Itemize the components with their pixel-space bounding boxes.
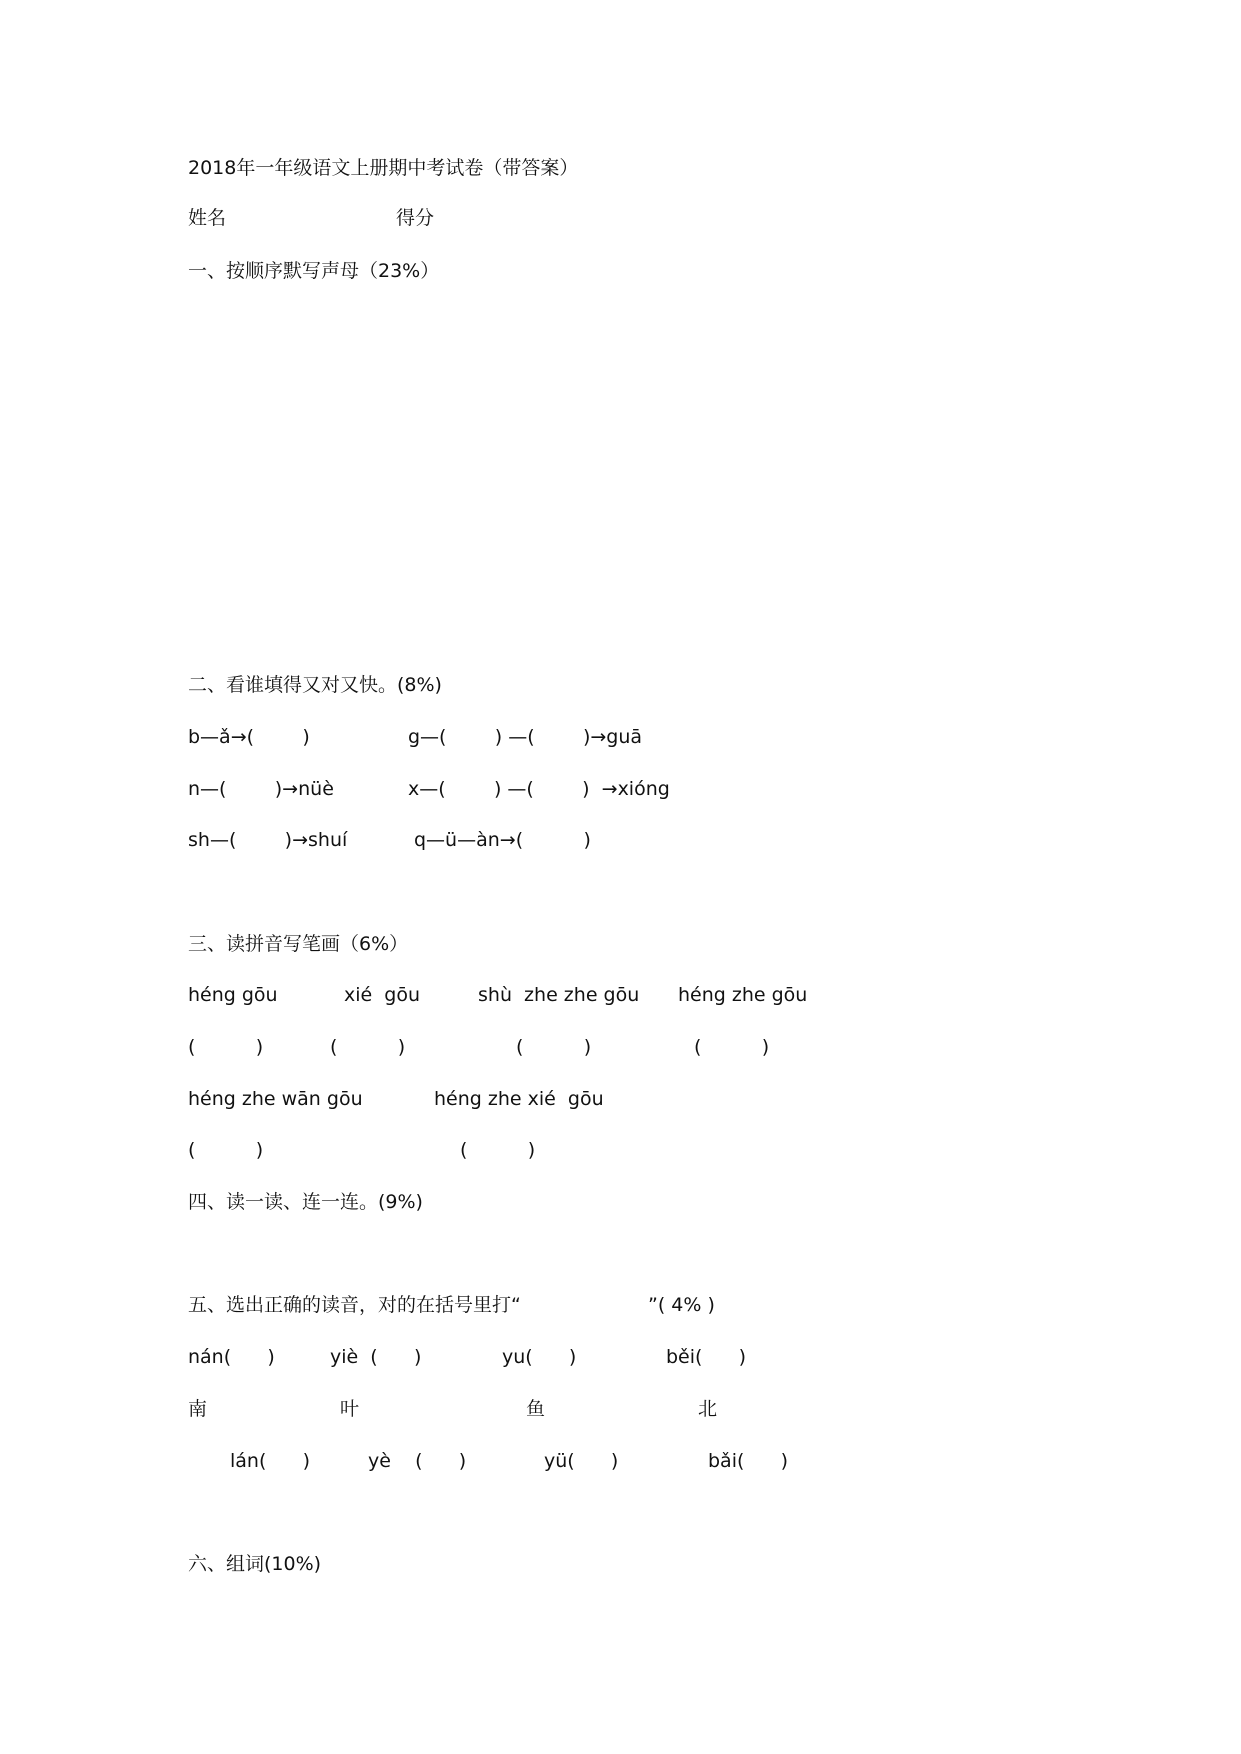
section-6-heading: 六、组词(10%) — [188, 1553, 322, 1575]
s2-row2-left: n—( )→nüè — [188, 778, 334, 800]
section-5-heading-end: ”( 4% ) — [648, 1294, 715, 1316]
s5-reading-option: nán( ) — [188, 1346, 275, 1368]
score-label: 得分 — [396, 207, 435, 229]
s3-answer-paren: ( ) — [516, 1036, 592, 1058]
s5-character: 叶 — [340, 1398, 360, 1420]
section-2-heading: 二、看谁填得又对又快。(8%) — [188, 674, 442, 696]
s2-row1-left: b—ǎ→( ) — [188, 726, 310, 748]
exam-title: 2018年一年级语文上册期中考试卷（带答案） — [188, 157, 579, 179]
s3-answer-paren: ( ) — [460, 1139, 536, 1161]
s2-row2-right: x—( ) —( ) →xióng — [408, 778, 670, 800]
section-4-heading: 四、读一读、连一连。(9%) — [188, 1191, 423, 1213]
s3-pinyin: héng gōu — [188, 984, 278, 1006]
s3-answer-paren: ( ) — [188, 1036, 264, 1058]
s3-pinyin: héng zhe gōu — [678, 984, 808, 1006]
s5-character: 北 — [698, 1398, 718, 1420]
section-3-heading: 三、读拼音写笔画（6%） — [188, 933, 409, 955]
name-label: 姓名 — [188, 207, 227, 229]
s3-pinyin: xié gōu — [344, 984, 421, 1006]
s2-row3-right: q—ü—àn→( ) — [414, 829, 591, 851]
s5-reading-option: yü( ) — [544, 1450, 619, 1472]
s3-pinyin: shù zhe zhe gōu — [478, 984, 640, 1006]
s3-pinyin: héng zhe xié gōu — [434, 1088, 604, 1110]
s3-answer-paren: ( ) — [694, 1036, 770, 1058]
s5-reading-option: yu( ) — [502, 1346, 577, 1368]
s5-character: 南 — [188, 1398, 208, 1420]
s5-character: 鱼 — [526, 1398, 546, 1420]
s5-reading-option: bǎi( ) — [708, 1450, 789, 1472]
s5-reading-option: yiè ( ) — [330, 1346, 422, 1368]
s2-row3-left: sh—( )→shuí — [188, 829, 348, 851]
s3-answer-paren: ( ) — [330, 1036, 406, 1058]
s5-reading-option: lán( ) — [230, 1450, 311, 1472]
s5-reading-option: běi( ) — [666, 1346, 747, 1368]
s5-reading-option: yè ( ) — [368, 1450, 467, 1472]
s3-pinyin: héng zhe wān gōu — [188, 1088, 363, 1110]
section-5-heading: 五、选出正确的读音，对的在括号里打“ — [188, 1294, 521, 1316]
s3-answer-paren: ( ) — [188, 1139, 264, 1161]
section-1-heading: 一、按顺序默写声母（23%） — [188, 260, 440, 282]
s2-row1-right: g—( ) —( )→guā — [408, 726, 643, 748]
